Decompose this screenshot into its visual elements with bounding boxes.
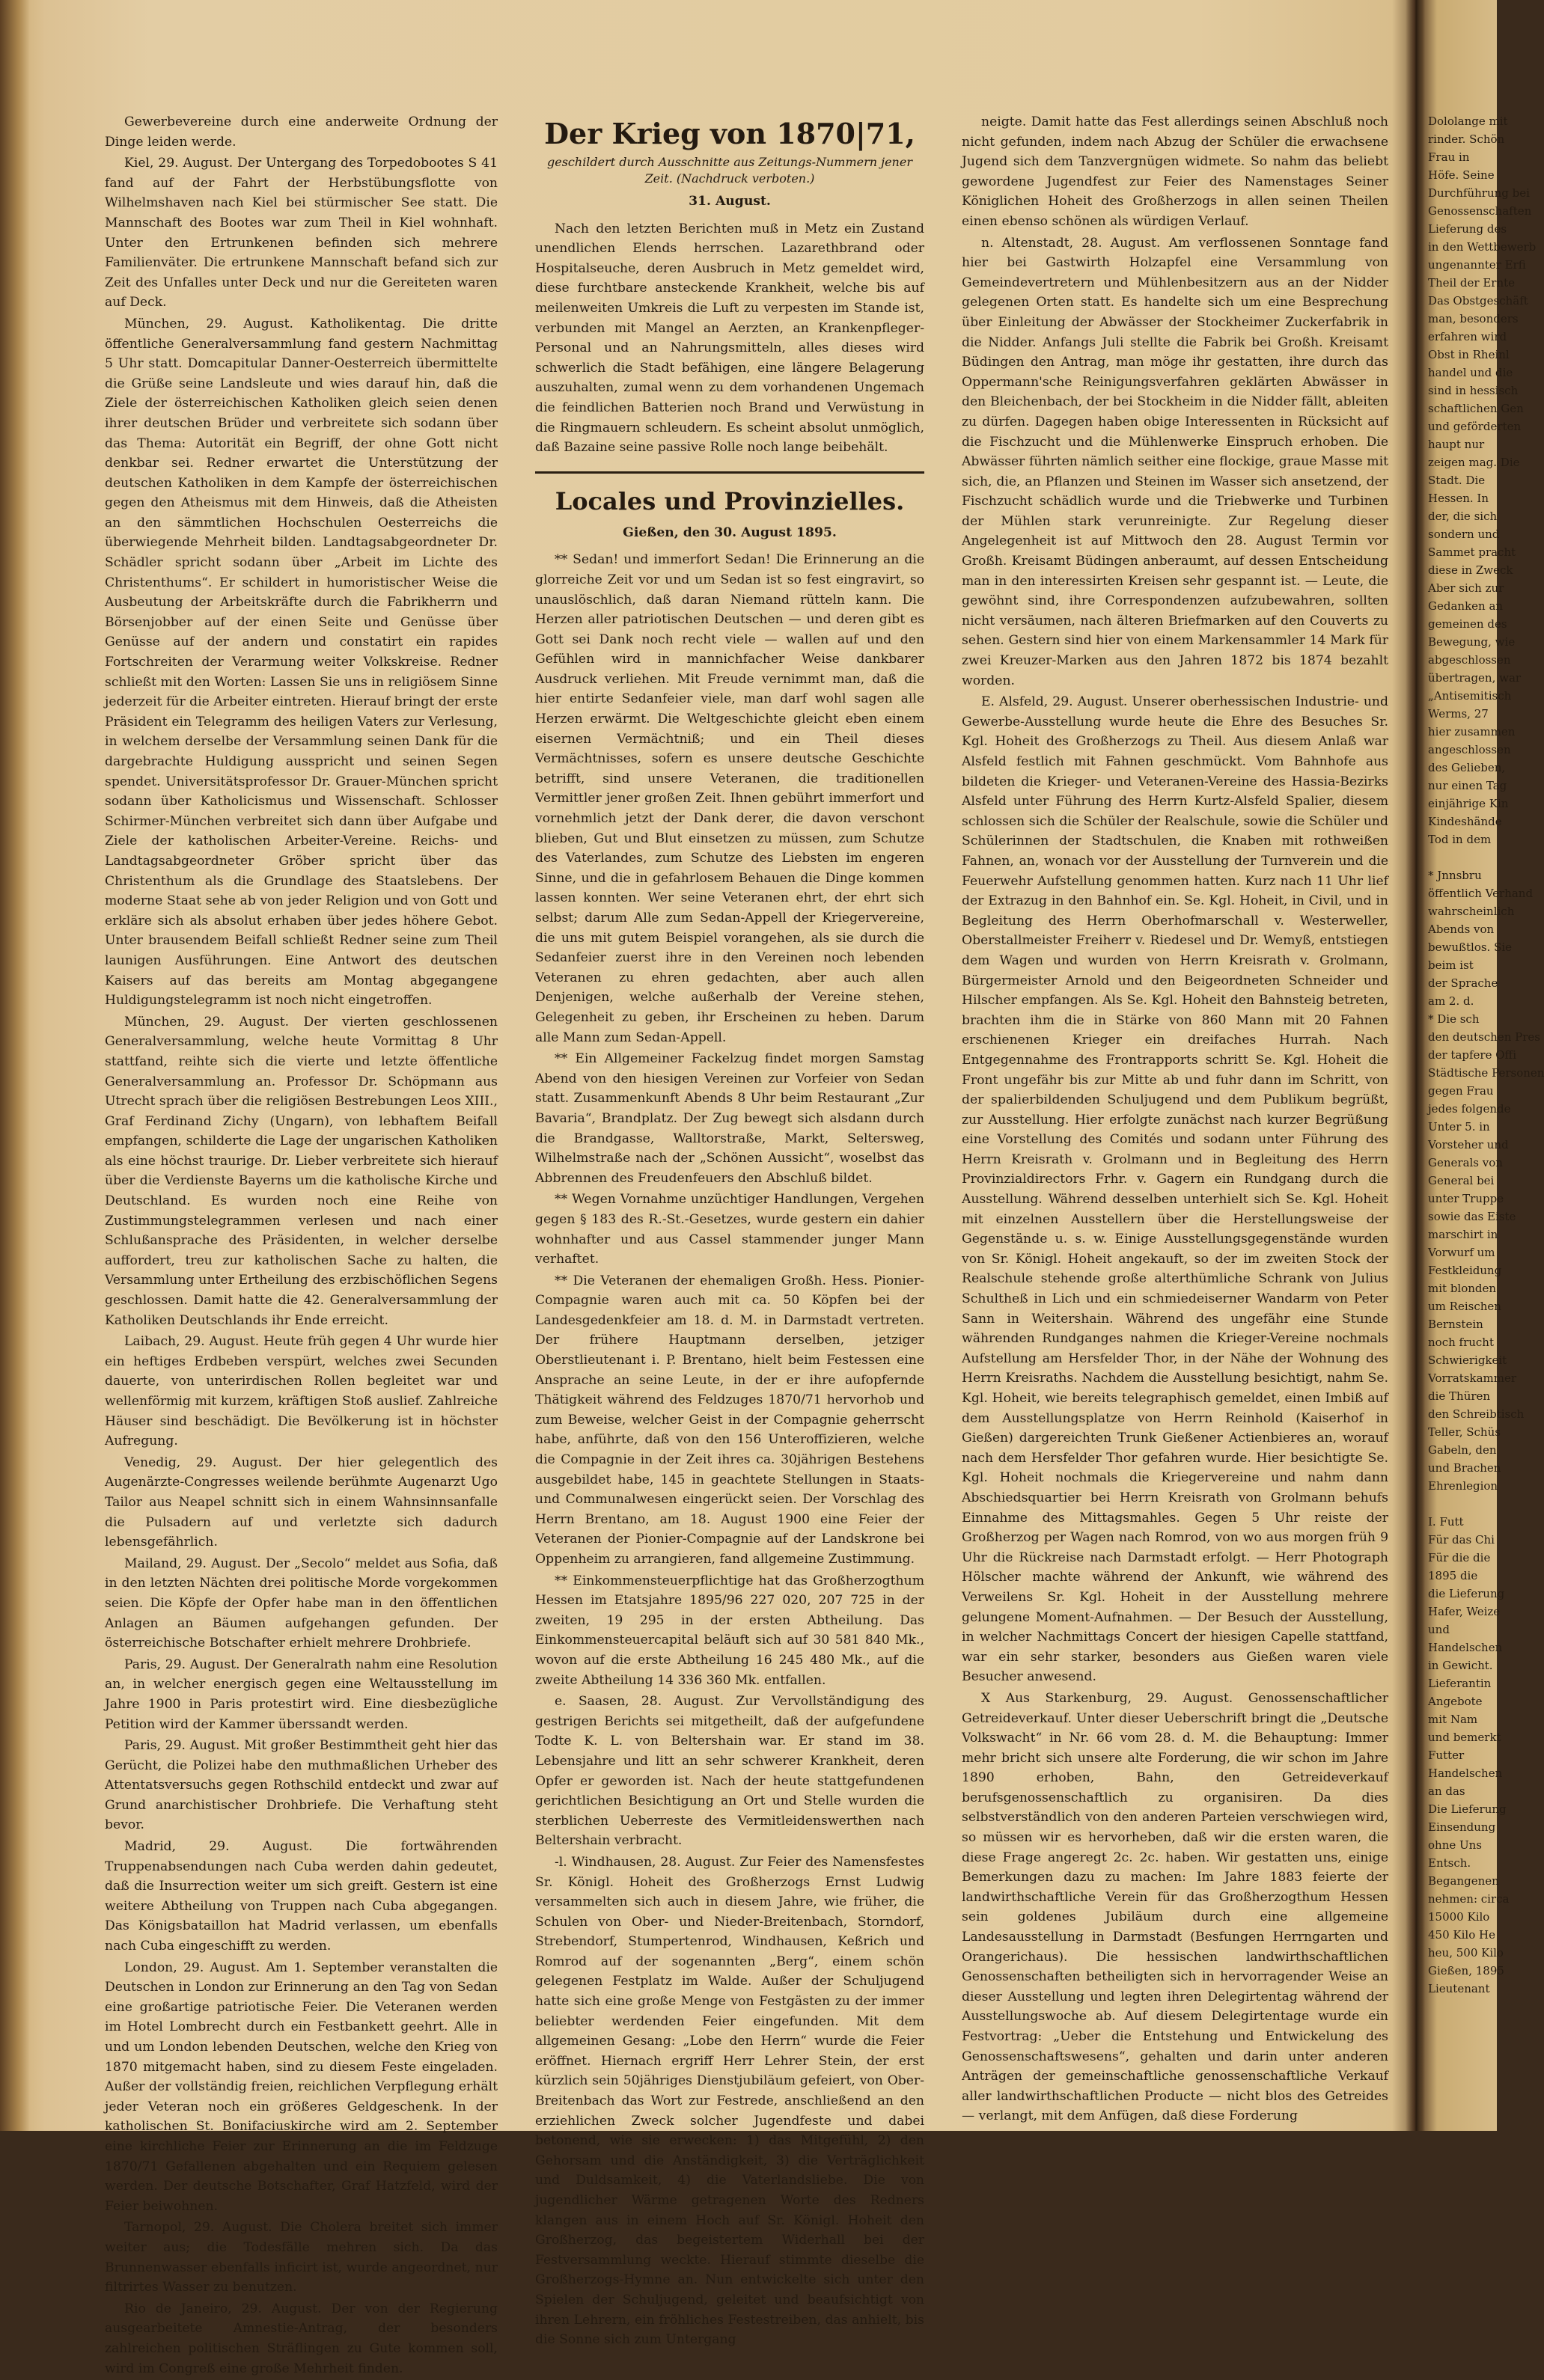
cropped-line: und geförderten — [1428, 420, 1522, 433]
cropped-line: Bewegung, wie — [1428, 635, 1516, 649]
section-dateline: Gießen, den 30. August 1895. — [623, 524, 837, 540]
cropped-line: Lieutenant — [1428, 1982, 1490, 1995]
cropped-line: des Gelieben, — [1428, 761, 1506, 774]
cropped-line: nur einen Tag — [1428, 779, 1507, 792]
news-item: Mailand, 29. August. Der „Secolo“ meldet aus Sofia, daß in den letzten Nächten drei politische Morde vorgekommen seien. Die Köpfe der Opfer habe man in den öffentlichen Anlagen an Bäumen aufgehangen gefunden. Der österreichische Botschafter erhielt mehrere Drohbriefe. — [105, 1555, 498, 1651]
cropped-line: Das Obstgeschäft — [1428, 294, 1528, 308]
local-news-articles — [535, 550, 924, 2349]
war-subheadline: geschildert durch Ausschnitte aus Zeitungs-Nummern jener Zeit. (Nachdruck verboten.) — [547, 155, 912, 186]
cropped-line: Höfe. Seine — [1428, 168, 1495, 182]
news-item: ** Ein Allgemeiner Fackelzug findet morgen Samstag Abend von den hiesigen Vereinen zur Vorfeier von Sedan statt. Zusammenkunft Abends 8 Uhr beim Restaurant „Zur Bavaria“, Brandplatz. Der Zug bewegt sich alsdann durch die Brandgasse, Walltorstraße, Markt, Seltersweg, Wilhelmstraße nach der „Schönen Aussicht“, woselbst das Abbrennen des Freudenfeuers den Abschluß bildet. — [535, 1051, 924, 1186]
news-item: E. Alsfeld, 29. August. Unserer oberhessischen Industrie- und Gewerbe-Ausstellung wurde heute die Ehre des Besuches Sr. Kgl. Hoheit des Großherzogs zu Theil. Aus diesem Anlaß war Alsfeld festlich mit Fahnen geschmückt. Vom Bahnhofe aus bildeten die Krieger- und Veteranen-Vereine des Hassia-Bezirks Alsfeld unter Führung des Herrn Kurtz-Alsfeld Spalier, diesem schlossen sich die Schüler der Realschule, sowie die Schüler und Schülerinnen der Stadtschulen, die Knaben mit rothweißen Fahnen, an, wonach vor der Ausstellung der Turnverein und die Feuerwehr Aufstellung genommen hatten. Kurz nach 11 Uhr lief der Extrazug in den Bahnhof ein. Se. Kgl. Hoheit, in Civil, und in Begleitung des Herrn Oberhofmarschall v. Westerweller, Oberstallmeister Freiherr v. Riedesel und Dr. Wemyß, entstiegen dem Wagen und wurden von Herrn Kreisrath v. Grolmann, Bürgermeister Arnold und den Beigeordneten Schneider und Hilscher empfangen. Als Se. Kgl. Hoheit den Bahnsteig betreten, brachten ihm die in Stärke von 860 Mann mit 20 Fahnen erschienenen Krieger ein dreifaches Hurrah. Nach Entgegennahme des Frontrapports schritt Se. Kgl. Hoheit die Front ungefähr bis zur Mitte ab und fuhr dann im Schritt, von der spalierbildenden Schuljugend und dem Publikum begrüßt, zur Ausstellung. Hier erfolgte zunächst nach kurzer Begrüßung eine Vorstellung des Comités und sodann unter Führung des Herrn Kreisrath v. Grolmann und in Begleitung des Herrn Provinzialdirectors Frhr. v. Gagern ein Rundgang durch die Ausstellung. Während desselben unterhielt sich Se. Kgl. Hoheit mit einzelnen Ausstellern über die Herstellungsweise der Gegenstände u. s. w. Einige Ausstellungsgegenstände wurden von Sr. Königl. Hoheit angekauft, so der im zweiten Stock der Realschule stehende große alterthümliche Schrank von Julius Schultheß in Lich und ein schmiedeiserner Wandarm von Peter Sann in Weitershain. Während des ungefähr eine Stunde währenden Rundganges nahmen die Krieger-Vereine nochmals Aufstellung am Hersfelder Thor, in der Nähe der Wohnung des Herrn Kreisraths. Nachdem die Ausstellung besichtigt, nahm Se. Kgl. Hoheit, wie bereits telegraphisch gemeldet, einen Imbiß auf dem Ausstellungsplatze von Herrn Reinhold (Kaiserhof in Gießen) dargereichten Trunk Gießener Actienbieres an, worauf nach dem Hersfelder Thor gefahren wurde. Hier besichtigte Se. Kgl. Hoheit nochmals die Kriegervereine und nahm dann Abschiedsquartier bei Herrn Kreisrath von Grolmann behufs Einnahme des Mittagsmahles. Gegen 5 Uhr reiste der Großherzog per Wagen nach Romrod, von wo aus morgen früh 9 Uhr die Rückreise nach Darmstadt erfolgt. — Herr Photograph Hölscher machte während der Ankunft, wie während des Verweilens Sr. Kgl. Hoheit in der Ausstellung mehrere gelungene Moment-Aufnahmen. — Der Besuch der Ausstellung, in welcher Nachmittags Concert der hiesigen Capelle stattfand, war ein sehr starker, besonders aus Gießen waren viele Besucher anwesend. — [962, 694, 1388, 1685]
cropped-line: Vorwurf um — [1428, 1246, 1495, 1259]
news-item: ** Wegen Vornahme unzüchtiger Handlungen, Vergehen gegen § 183 des R.-St.-Gesetzes, wurde gestern ein dahier wohnhafter und aus Cassel stammender junger Mann verhaftet. — [535, 1192, 924, 1267]
cropped-line: Hafer, Weize — [1428, 1605, 1501, 1618]
cropped-line: Genossenschaften — [1428, 204, 1532, 218]
news-item: ** Sedan! und immerfort Sedan! Die Erinnerung an die glorreiche Zeit vor und um Sedan ist so fest eingravirt, so unauslöschlich, daß daran Niemand rütteln kann. Die Herzen aller patriotischen Deutschen — und deren gibt es Gott sei Dank noch recht viele — wallen auf und den Gefühlen wird in mannichfacher Weise dankbarer Ausdruck verliehen. Mit Freude vernimmt man, daß die hier entirte Sedanfeier viele, man darf wohl sagen alle Herzen erwärmt. Die Weltgeschichte gleicht eben einem eisernen Vermächtniß; und ein Theil dieses Vermächtnisses, sofern es unsere deutsche Geschichte betrifft, sind unsere Veteranen, die traditionellen Vermittler jener großen Zeit. Ihnen gebührt immerfort und vornehmlich jetzt der Dank derer, die davon verschont blieben, Gut und Blut einsetzen zu müssen, zum Schutze des Vaterlandes, zum Schutze des Liebsten im engeren Sinne, und die in gefahrlosem Behauen die Dinge kommen lassen konnten. Wer seine Veteranen ehrt, der ehrt sich selbst; darum Alle zum Sedan-Appell der Kriegervereine, die uns mit gutem Beispiel vorangehen, als sie durch die Sedanfeier zuerst ihre in den Vereinen noch lebenden Veteranen zu ehren gedachten, aber auch allen Denjenigen, welche außerhalb der Vereine stehen, Gelegenheit zu geben, ihr Erscheinen zu heben. Darum alle Mann zum Sedan-Appell. — [535, 552, 924, 1045]
cropped-line: Einsendung — [1428, 1820, 1496, 1834]
cropped-line: Futter — [1428, 1749, 1465, 1762]
cropped-line: * Jnnsbru — [1428, 869, 1482, 882]
cropped-line: 1895 die — [1428, 1569, 1478, 1582]
news-item: München, 29. August. Der vierten geschlossenen Generalversammlung, welche heute Vormittag 8 Uhr stattfand, reihte sich die vierte und letzte öffentliche Generalversammlung an. Professor Dr. Schöpmann aus Utrecht sprach über die religiösen Bestrebungen Leos XIII., Graf Ferdinand Zichy (Ungarn), von lebhaftem Beifall empfangen, schilderte die Lage der ungarischen Katholiken als eine höchst traurige. Dr. Lieber verbreitete sich hierauf über die Verdienste Bayerns um die katholische Kirche und Deutschland. Es wurden noch eine Reihe von Zustimmungstelegrammen verlesen und nach einer Schlußansprache des Präsidenten, in welcher derselbe auffordert, treu zur katholischen Sache zu halten, die Versammlung unter Ertheilung des erzbischöflichen Segens geschlossen. Damit hatte die 42. Generalversammlung der Katholiken Deutschlands ihr Ende erreicht. — [105, 1014, 498, 1328]
cropped-line: Handelschen — [1428, 1641, 1503, 1654]
column-3 — [962, 112, 1388, 2128]
cropped-line: Lieferung des — [1428, 222, 1507, 236]
news-item: ** Einkommensteuerpflichtige hat das Großherzogthum Hessen im Etatsjahre 1895/96 227 020, 207 725 in der zweiten, 19 295 in der ersten Abtheilung. Das Einkommensteuercapital beläuft sich auf 30 581 840 Mk., wovon auf die erste Abtheilung 16 245 480 Mk., auf die zweite Abtheilung 14 336 360 Mk. entfallen. — [535, 1573, 924, 1688]
cropped-line: 15000 Kilo — [1428, 1910, 1490, 1924]
news-item: e. Saasen, 28. August. Zur Vervollständigung des gestrigen Berichts sei mitgetheilt, daß der aufgefundene Todte K. L. von Beltershain war. Er stand im 38. Lebensjahre und litt an sehr schwerer Krankheit, deren Opfer er geworden ist. Nach der heute stattgefundenen gerichtlichen Besichtigung an Ort und Stelle wurden die sterblichen Ueberreste des Vermitleidenswerthen nach Beltershain verbracht. — [535, 1694, 924, 1849]
cropped-line: ungenannter Erfi — [1428, 258, 1526, 272]
cropped-line: Begangenen — [1428, 1874, 1499, 1888]
cropped-line: Aber sich zur — [1428, 581, 1504, 595]
cropped-line: öffentlich Verhand — [1428, 887, 1534, 900]
news-item: Gewerbevereine durch eine anderweite Ordnung der Dinge leiden werde. — [105, 114, 498, 150]
cropped-line: am 2. d. — [1428, 994, 1474, 1008]
cropped-line: Abends von — [1428, 923, 1495, 936]
news-item: Paris, 29. August. Der Generalrath nahm eine Resolution an, in welcher energisch gegen eine Weltausstellung im Jahre 1900 in Paris protestirt wird. Eine diesbezügliche Petition wird der Kammer überssandt werden. — [105, 1656, 498, 1732]
cropped-line: sind in hessisch — [1428, 384, 1519, 397]
cropped-line: Obst in Rheinl — [1428, 348, 1510, 361]
news-item: Paris, 29. August. Mit großer Bestimmtheit geht hier das Gerücht, die Polizei habe den muthmaßlichen Urheber des Attentatsversuchs gegen Rothschild entdeckt und zwar auf Grund anarchistischer Drohbriefe. Die Verhaftung steht bevor. — [105, 1738, 498, 1833]
cropped-line: Städtische Personen — [1428, 1066, 1544, 1080]
cropped-line: Generals von — [1428, 1156, 1503, 1169]
cropped-line: übertragen, war — [1428, 671, 1522, 685]
cropped-line: beim ist — [1428, 958, 1474, 972]
cropped-line: Kindeshände — [1428, 815, 1502, 828]
news-item: Madrid, 29. August. Die fortwährenden Truppenabsendungen nach Cuba werden dahin gedeutet, daß die Insurrection weiter um sich greift. Gestern ist eine weitere Abtheilung von Truppen nach Cuba abgegangen. Das Königsbataillon hat Madrid verlassen, um ebenfalls nach Cuba eingeschifft zu werden. — [105, 1839, 498, 1954]
war-date: 31. August. — [689, 194, 771, 209]
cropped-line: Unter 5. in — [1428, 1120, 1490, 1134]
cropped-line: Frau in — [1428, 150, 1470, 164]
cropped-line: abgeschlossen — [1428, 653, 1511, 667]
cropped-line: Dololange mit — [1428, 114, 1508, 128]
war-headline: Der Krieg von 1870|71, — [544, 117, 915, 150]
cropped-line: man, besonders — [1428, 312, 1519, 325]
cropped-line — [1428, 848, 1497, 866]
cropped-line: ohne Uns — [1428, 1838, 1482, 1852]
cropped-line: in Gewicht. — [1428, 1659, 1493, 1672]
cropped-line: noch frucht — [1428, 1336, 1494, 1349]
column-2 — [535, 112, 924, 2352]
cropped-line: die Thüren — [1428, 1389, 1491, 1403]
cropped-line: mit blonden — [1428, 1282, 1497, 1295]
cropped-line: haupt nur — [1428, 438, 1485, 451]
cropped-line: mit Nam — [1428, 1713, 1478, 1726]
cropped-line: Tod in dem — [1428, 833, 1492, 846]
cropped-line: der Sprache — [1428, 976, 1498, 990]
section-heading: Locales und Provinzielles. — [555, 486, 905, 516]
cropped-line: sondern und — [1428, 527, 1500, 541]
cropped-line: Sammet pracht — [1428, 545, 1516, 559]
cropped-line: jedes folgende — [1428, 1102, 1511, 1116]
cropped-line: Für das Chi — [1428, 1533, 1495, 1547]
cropped-line: Die Lieferung — [1428, 1802, 1507, 1816]
cropped-line: General bei — [1428, 1174, 1495, 1187]
cropped-line: Durchführung bei — [1428, 186, 1530, 200]
cropped-line: wahrscheinlich — [1428, 905, 1515, 918]
column-4-cropped — [1428, 112, 1544, 1998]
cropped-line: Entsch. — [1428, 1856, 1471, 1870]
cropped-line: Bernstein — [1428, 1318, 1483, 1331]
cropped-line: bewußtlos. Sie — [1428, 940, 1513, 954]
news-item: Tarnopol, 29. August. Die Cholera breitet sich immer weiter aus; die Todesfälle mehren sich. Da das Brunnenwasser ebenfalls inficirt ist, wurde angeordnet, nur filtrirtes Wasser zu benutzen. — [105, 2220, 498, 2295]
cropped-line: Lieferantin — [1428, 1677, 1492, 1690]
cropped-line: Festkleidung — [1428, 1264, 1502, 1277]
cropped-line: nehmen: circa — [1428, 1892, 1510, 1906]
cropped-line: Vorratskammer — [1428, 1371, 1517, 1385]
cropped-line: marschirt in — [1428, 1228, 1498, 1241]
cropped-line: Für die die — [1428, 1551, 1491, 1564]
news-item: -l. Windhausen, 28. August. Zur Feier des Namensfestes Sr. Königl. Hoheit des Großherzogs Ernst Ludwig versammelten sich auch in diesem Jahre, wie früher, die Schulen von Ober- und Nieder-Breitenbach, Storndorf, Strebendorf, Stumpertenrod, Windhausen, Keßrich und Romrod auf der sogenannten „Berg“, einem schön gelegenen Festplatz im Walde. Außer der Schuljugend hatte sich eine große Menge von Festgästen zu der immer beliebter werdenden Feier eingefunden. Mit dem allgemeinen Gesang: „Lobe den Herrn“ wurde die Feier eröffnet. Hiernach ergriff Herr Lehrer Stein, der erst kürzlich sein 50jähriges Dienstjubiläum gefeiert, von Ober-Breitenbach das Wort zur Festrede, anschließend an den erziehlichen Zweck solcher Jugendfeste und dabei betonend, wie sie erwecken: 1) das Mitgefühl, 2) den Gehorsam und die Anständigkeit, 3) die Verträglichkeit und Duldsamkeit, 4) die Vaterlandsliebe. Die von jugendlicher Wärme getragenen Worte des Redners klangen aus in einem Hoch auf Sr. Königl. Hoheit den Großherzog, das begeistertem Widerhall bei der Festversammlung weckte. Hierauf stimmte dieselbe die Großherzogs-Hymne an. Nun entwickelte sich unter den Spielen der Schuljugend, geleitet und beaufsichtigt von ihren Lehrern, ein fröhliches Festestreiben, das anhielt, bis die Sonne sich zum Untergang — [535, 1854, 924, 2348]
cropped-line: hier zusammen — [1428, 725, 1516, 738]
war-article: Nach den letzten Berichten muß in Metz ein Zustand unendlichen Elends herrschen. Lazarethbrand oder Hospitalseuche, deren Ausbruch in Metz gemeldet wird, diese furchtbare ansteckende Krankheit, welche bis auf meilenweiten Umkreis die Luft zu verpesten im Stande ist, verbunden mit Mangel an Aerzten, an Krankenpfleger-Personal und an Nahrungsmitteln, alles dieses wird schwerlich die Stadt befähigen, eine längere Belagerung auszuhalten, zumal wenn zu dem vorhandenen Ungemach die feindlichen Batterien noch Brand und Verwüstung in die Ringmauern schleudern. Es scheint absolut unmöglich, daß Bazaine seine passive Rolle noch lange beibehält. — [535, 221, 924, 456]
cropped-line: rinder. Schön — [1428, 132, 1505, 146]
news-item: London, 29. August. Am 1. September veranstalten die Deutschen in London zur Erinnerung an den Tag von Sedan eine großartige patriotische Feier. Die Veteranen werden im Hotel Lombrecht durch ein Festbankett geehrt. Alle in und um London lebenden Deutschen, welche den Krieg von 1870 mitgemacht haben, sind zu diesem Feste eingeladen. Außer der vollständig freien, reichlichen Verpflegung erhält jeder Veteran noch ein größeres Geldgeschenk. In der katholischen St. Bonifaciuskirche wird am 2. September eine kirchliche Feier zur Erinnerung an die im Feldzuge 1870/71 Gefallenen abgehalten und ein Requiem gelesen werden. Der deutsche Botschafter, Graf Hatzfeld, wird der Feier beiwohnen. — [105, 1960, 498, 2214]
cropped-line: gemeinen des — [1428, 617, 1507, 631]
page-fold-gutter — [1406, 0, 1425, 2131]
news-item: Laibach, 29. August. Heute früh gegen 4 Uhr wurde hier ein heftiges Erdbeben verspürt, welches zwei Secunden dauerte, von unterirdischen Rollen begleitet war und wellenförmig mit kurzem, kräftigen Stoß auslief. Zahlreiche Häuser sind beschädigt. Die Bevölkerung ist in höchster Aufregung. — [105, 1334, 498, 1449]
news-item: neigte. Damit hatte das Fest allerdings seinen Abschluß noch nicht gefunden, indem nach Abzug der Schüler die erwachsene Jugend sich dem Tanzvergnügen widmete. So nahm das beliebt gewordene Jugendfest zur Feier des Namenstages Seiner Königlichen Hoheit des Großherzogs in allen seinen Theilen einen ebenso schönen als würdigen Verlauf. — [962, 114, 1388, 229]
news-item: Rio de Janeiro, 29. August. Der von der Regierung ausgearbeitete Amnestie-Antrag, der besonders zahlreichen politischen Sträflingen zu Gute kommen soll, wird im Congreß eine große Mehrheit finden. — [105, 2301, 498, 2376]
cropped-line: in den Wettbewerb — [1428, 240, 1537, 254]
cropped-line — [1428, 1495, 1497, 1513]
cropped-line: Werms, 27 — [1428, 707, 1489, 721]
cropped-line: zeigen mag. Die — [1428, 456, 1520, 469]
cropped-line: diese in Zweck — [1428, 563, 1513, 577]
cropped-line: I. Futt — [1428, 1515, 1464, 1529]
cropped-line: Gießen, 1895 — [1428, 1964, 1504, 1977]
page-edge-shadow — [0, 0, 30, 2131]
cropped-line: * Die sch — [1428, 1012, 1480, 1026]
news-item: X Aus Starkenburg, 29. August. Genossenschaftlicher Getreideverkauf. Unter dieser Ueberschrift bringt die „Deutsche Volkswacht“ in Nr. 66 vom 28. d. M. die Behauptung: Immer mehr bricht sich unsere alte Forderung, die wir schon im Jahre 1890 erhoben, Bahn, den Getreideverkauf berufsgenossenschaftlich zu organisiren. Da dies selbstverständlich von den anderen Parteien verschwiegen wird, so müssen wir es hervorheben, daß wir die ersten waren, die diese Frage angeregt 2c. 2c. haben. Wir gestatten uns, einige Bemerkungen dazu zu machen: Im Jahre 1883 feierte der landwirthschaftliche Verein für das Großherzogthum Hessen sein goldenes Jubiläum durch eine allgemeine Landesausstellung in Darmstadt (Besfungen Herrngarten und Orangerichaus). Die hessischen landwirthschaftlichen Genossenschaften betheiligten sich in hervorragender Weise an dieser Ausstellung und legten ihren Delegirtentag während der Ausstellungswoche ab. Auf diesem Delegirtentage wurde ein Festvortrag: „Ueber die Entstehung und Entwickelung des Genossenschaftswesens“, gehalten und darin unter anderen Anträgen der gemeinschaftliche genossenschaftliche Verkauf aller landwirthschaftlichen Producte — nicht blos des Getreides — verlangt, mit dem Anfügen, daß diese Forderung — [962, 1690, 1388, 2124]
cropped-line: und — [1428, 1623, 1450, 1636]
cropped-line: erfahren wird — [1428, 330, 1507, 343]
cropped-line: die Lieferung — [1428, 1587, 1505, 1600]
cropped-line: 450 Kilo He — [1428, 1928, 1495, 1942]
cropped-line: Schwierigkeit — [1428, 1353, 1507, 1367]
cropped-line: Gabeln, den — [1428, 1443, 1497, 1457]
cropped-line: handel und die — [1428, 366, 1513, 379]
cropped-line: an das — [1428, 1784, 1465, 1798]
cropped-line: Theil der Ernte — [1428, 276, 1516, 290]
news-item: Venedig, 29. August. Der hier gelegentlich des Augenärzte-Congresses weilende berühmte Augenarzt Ugo Tailor aus Neapel schnitt sich in einem Wahnsinnsanfalle die Pulsadern auf und verletzte sich dadurch lebensgefährlich. — [105, 1454, 498, 1550]
cropped-line: den Schreibtisch — [1428, 1407, 1525, 1421]
news-item: n. Altenstadt, 28. August. Am verflossenen Sonntage fand hier bei Gastwirth Holzapfel eine Versammlung von Gemeindevertretern und Mühlenbesitzern aus an der Nidder gelegenen Orten statt. Es handelte sich um eine Besprechung über Einleitung der Abwässer der Stockheimer Zuckerfabrik in die Nidder. Anfangs Juli stellte die Fabrik bei Großh. Kreisamt Büdingen den Antrag, man möge ihr gestatten, ihre durch das Oppermann'sche Reinigungsverfahren geklärten Abwässer in den Bleichenbach, der bei Stockheim in die Nidder fällt, ableiten zu dürfen. Dagegen haben obige Interessenten in Rücksicht auf die Fischzucht und die Mühlenwerke Einspruch erhoben. Die Abwässer führten nämlich seither eine flockige, graue Masse mit sich, die, an Pflanzen und Steinen im Wasser sich ansetzend, der Fischzucht schädlich wurde und die Triebwerke und Turbinen der Mühlen stark verunreinigte. Zur Regelung dieser Angelegenheit ist auf Mittwoch den 28. August Termin vor Großh. Kreisamt Büdingen anberaumt, auf dessen Entscheidung man in den interessirten Kreisen sehr gespannt ist. — Leute, die gewöhnt sind, ihre Correspondenzen aufzubewahren, sollten nicht versäumen, nach älteren Briefmarken auf den Couverts zu sehen. Gestern sind hier von einem Markensammler 14 Mark für zwei Kreuzer-Marken aus den Jahren 1872 bis 1874 bezahlt worden. — [962, 235, 1388, 688]
cropped-line: Handelschen — [1428, 1766, 1503, 1780]
cropped-line: gegen Frau — [1428, 1084, 1494, 1098]
cropped-line: Teller, Schüs — [1428, 1425, 1501, 1439]
cropped-line: Hessen. In — [1428, 492, 1489, 505]
cropped-line: der, die sich — [1428, 510, 1498, 523]
section-divider — [535, 471, 924, 474]
cropped-line: schaftlichen Gen — [1428, 402, 1524, 415]
cropped-line: und Brachen — [1428, 1461, 1501, 1475]
cropped-line: um Reischen — [1428, 1300, 1501, 1313]
cropped-line: und bemerkt — [1428, 1731, 1501, 1744]
cropped-line: Angebote — [1428, 1695, 1483, 1708]
cropped-line: Ehrenlegion — [1428, 1479, 1498, 1493]
news-item: ** Die Veteranen der ehemaligen Großh. Hess. Pionier-Compagnie waren auch mit ca. 50 Köpfen bei der Landesgedenkfeier am 18. d. M. in Darmstadt vertreten. Der frühere Hauptmann derselben, jetziger Oberstlieutenant i. P. Brentano, hielt beim Festessen eine Ansprache an seine Leute, in der er ihre aufopfernde Thätigkeit während des Feldzuges 1870/71 hervorhob und zum Beweise, welcher Geist in der Compagnie geherrscht habe, anführte, daß von den 156 Unteroffizieren, welche die Compagnie in der Zeit ihres ca. 30jährigen Bestehens ausgebildet habe, 145 in geachtete Stellungen in Staats- und Communalwesen eingerückt seien. Der Vorschlag des Herrn Brentano, am 18. August 1900 eine Feier der Veteranen der Pionier-Compagnie auf der Landskrone bei Oppenheim zu arrangieren, fand allgemeine Zustimmung. — [535, 1273, 924, 1567]
news-item: München, 29. August. Katholikentag. Die dritte öffentliche Generalversammlung fand gestern Nachmittag 5 Uhr statt. Domcapitular Danner-Oesterreich übermittelte die Grüße seine Landsleute und wies darauf hin, daß die Ziele der österreichischen Katholiken gleich seien denen ihrer deutschen Brüder und verbreitete sich sodann über das Thema: Autorität ein Begriff, der ohne Gott nicht denkbar sei. Redner erwartet die Unterstützung der deutschen Katholiken in dem Kampfe der österreichischen gegen den Atheismus mit dem Hinweis, daß die Atheisten an den sämmtlichen Hochschulen Oesterreichs die überwiegende Mehrheit bilden. Landtagsabgeordneter Dr. Schädler spricht sodann über „Arbeit im Lichte des Christenthums“. Er schildert in humoristischer Weise die Ausbeutung der Arbeitskräfte durch die Fabrikherrn und Börsenjobber auf der einen Seite und Genüsse über Genüsse auf der andern und constatirt ein rapides Fortschreiten der Verarmung weiter Volkskreise. Redner schließt mit den Worten: Lassen Sie uns in religiösem Sinne jederzeit für die Arbeiter eintreten. Hierauf bringt der erste Präsident ein Telegramm des heiligen Vaters zur Verlesung, in welchem derselbe der Versammlung seinen Dank für die dargebrachte Huldigung ausspricht und seinen Segen spendet. Universitätsprofessor Dr. Grauer-München spricht sodann über Katholicismus und Wissenschaft. Schlosser Schirmer-München verbreitet sich dann über Aufgabe und Ziele der katholischen Arbeiter-Vereine. Reichs- und Landtagsabgeordneter Gröber spricht über das Christenthum als die Grundlage des Staatslebens. Der moderne Staat sehe ab von jeder Religion und von Gott und erkläre sich als absolut erhaben über jedes höhere Gebot. Unter brausendem Beifall schließt Redner seine zum Theil launigen Ausführungen. Eine Antwort des deutschen Kaisers auf das bereits am Montag abgegangene Huldigungstelegramm ist noch nicht eingetroffen. — [105, 316, 498, 1009]
column-1 — [105, 112, 498, 2380]
cropped-line: der tapfere Offi — [1428, 1048, 1516, 1062]
cropped-line: Gedanken an — [1428, 599, 1504, 613]
cropped-line: heu, 500 Kilo — [1428, 1946, 1504, 1960]
cropped-line: angeschlossen — [1428, 743, 1511, 756]
cropped-line: Vorsteher und — [1428, 1138, 1509, 1151]
cropped-line: sowie das Eiste — [1428, 1210, 1516, 1223]
cropped-line: „Antisemitisch — [1428, 689, 1512, 703]
cropped-line: einjährige Kin — [1428, 797, 1509, 810]
news-item: Kiel, 29. August. Der Untergang des Torpedobootes S 41 fand auf der Fahrt der Herbstübungsflotte von Wilhelmshaven nach Kiel bei stürmischer See statt. Die Mannschaft des Bootes war zum Theil in Kiel wohnhaft. Unter den Ertrunkenen befinden sich mehrere Familienväter. Die ertrunkene Mannschaft befand sich zur Zeit des Unfalles unter Deck und nur die Gereiteten waren auf Deck. — [105, 156, 498, 310]
cropped-line: Stadt. Die — [1428, 474, 1486, 487]
cropped-line: den deutschen Pres — [1428, 1030, 1540, 1044]
cropped-line: unter Truppe — [1428, 1192, 1504, 1205]
